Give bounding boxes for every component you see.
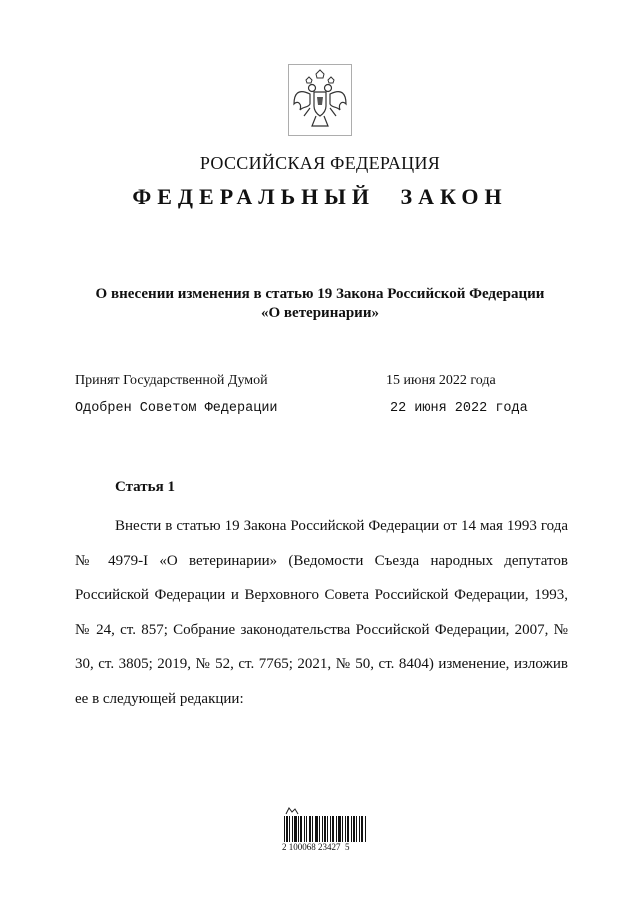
council-approval-date: 22 июня 2022 года: [390, 401, 528, 416]
duma-adoption-date: 15 июня 2022 года: [386, 373, 496, 388]
barcode-mark-icon: [284, 806, 300, 816]
coat-of-arms-icon: [288, 64, 352, 136]
barcode-number: 2 100068 23427 5: [282, 842, 350, 852]
country-name: РОССИЙСКАЯ ФЕДЕРАЦИЯ: [199, 153, 441, 173]
article-body: Внести в статью 19 Закона Российской Федерации от 14 мая 1993 года № 4979-I «О ветеринарии» (Ведомости Съезда народных депутатов Российской Федерации и Верховного Совета Российской Федерации, 1993, № 24, ст. 857; Собрание законодательства Российской Федерации, 2007, № 30, ст. 3805; 2019, № 52, ст. 7765; 2021, № 50, ст. 8404) изменение, изложив ее в следующей редакции:: [75, 518, 568, 707]
barcode: [282, 806, 368, 856]
document-type: ФЕДЕРАЛЬНЫЙ ЗАКОН: [132, 184, 508, 209]
article-heading: Статья 1: [115, 479, 175, 495]
duma-adoption-label: Принят Государственной Думой: [75, 373, 268, 388]
law-title: [60, 285, 580, 323]
council-approval-label: Одобрен Советом Федерации: [75, 401, 278, 416]
law-title-line-2: «О ветеринарии»: [261, 305, 379, 321]
barcode-icon: [282, 816, 368, 842]
law-title-line-1: О внесении изменения в статью 19 Закона Российской Федерации: [95, 286, 545, 302]
